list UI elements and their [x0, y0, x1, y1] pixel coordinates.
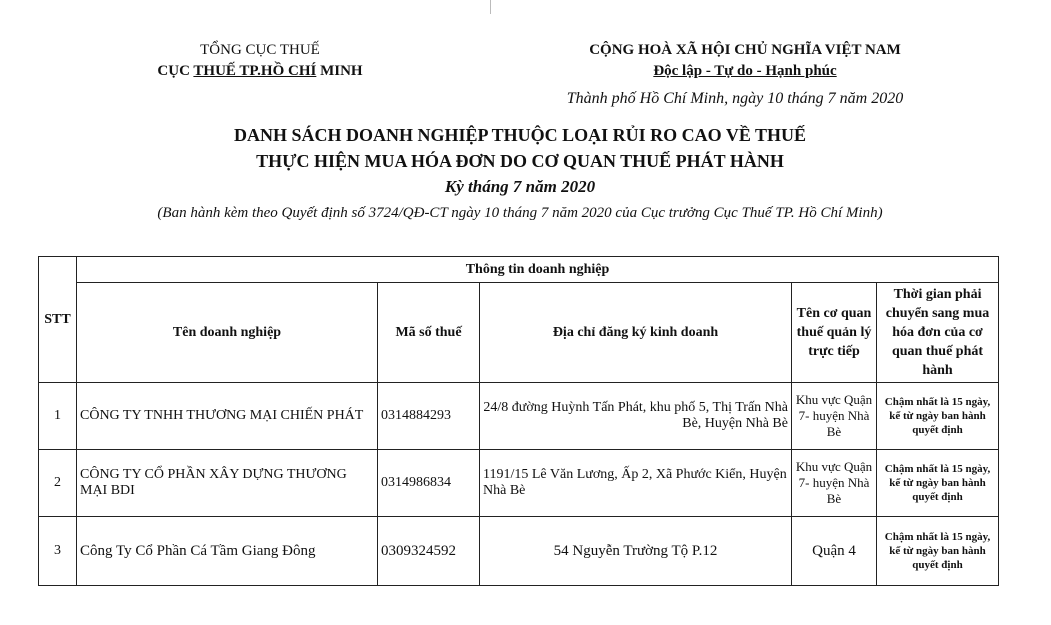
row-name: CÔNG TY TNHH THƯƠNG MẠI CHIẾN PHÁT: [77, 383, 378, 450]
tax-code-header: Mã số thuế: [378, 283, 480, 383]
row-stt: 3: [39, 517, 77, 586]
national-heading: [530, 40, 960, 82]
nation-name: CỘNG HOÀ XÃ HỘI CHỦ NGHĨA VIỆT NAM: [589, 42, 901, 58]
issued-note: (Ban hành kèm theo Quyết định số 3724/QĐ-CT ngày 10 tháng 7 năm 2020 của Cục trưởng Cục Thuế TP. Hồ Chí Minh): [157, 205, 883, 221]
row-deadline: Chậm nhất là 15 ngày, kể từ ngày ban hành quyết định: [877, 450, 999, 517]
deadline-header: Thời gian phải chuyển sang mua hóa đơn của cơ quan thuế phát hành: [877, 283, 999, 383]
national-motto: Độc lập - Tự do - Hạnh phúc: [653, 63, 837, 79]
row-stt: 1: [39, 383, 77, 450]
name-header: Tên doanh nghiệp: [77, 283, 378, 383]
row-address: 1191/15 Lê Văn Lương, Ấp 2, Xã Phước Kiển, Huyện Nhà Bè: [480, 450, 792, 517]
row-agency: Quận 4: [792, 517, 877, 586]
date-line: Thành phố Hồ Chí Minh, ngày 10 tháng 7 năm 2020: [566, 90, 904, 107]
agency-header: Tên cơ quan thuế quản lý trực tiếp: [792, 283, 877, 383]
row-deadline: Chậm nhất là 15 ngày, kể từ ngày ban hành quyết định: [877, 383, 999, 450]
page-fold-line: [490, 0, 491, 14]
agency-line-2: CỤC THUẾ TP.HỒ CHÍ MINH: [157, 63, 363, 79]
stt-header: STT: [39, 257, 77, 383]
row-address: 24/8 đường Huỳnh Tấn Phát, khu phố 5, Thị Trấn Nhà Bè, Huyện Nhà Bè: [480, 383, 792, 450]
table-row: [39, 517, 999, 586]
table-row: [39, 450, 999, 517]
agency-line-1: TỔNG CỤC THUẾ: [200, 42, 320, 58]
row-agency: Khu vực Quận 7- huyện Nhà Bè: [792, 383, 877, 450]
row-tax-code: 0314884293: [378, 383, 480, 450]
document-title-2: THỰC HIỆN MUA HÓA ĐƠN DO CƠ QUAN THUẾ PHÁT HÀNH: [256, 151, 784, 171]
enterprise-table: [38, 256, 999, 586]
address-header: Địa chỉ đăng ký kinh doanh: [480, 283, 792, 383]
row-stt: 2: [39, 450, 77, 517]
issuing-agency-block: [110, 40, 410, 82]
row-name: Công Ty Cổ Phần Cá Tầm Giang Đông: [77, 517, 378, 586]
row-agency: Khu vực Quận 7- huyện Nhà Bè: [792, 450, 877, 517]
row-deadline: Chậm nhất là 15 ngày, kể từ ngày ban hành quyết định: [877, 517, 999, 586]
document-period: Kỳ tháng 7 năm 2020: [444, 177, 596, 196]
table-row: [39, 383, 999, 450]
enterprise-info-header: Thông tin doanh nghiệp: [77, 257, 999, 283]
row-tax-code: 0314986834: [378, 450, 480, 517]
document-title-1: DANH SÁCH DOANH NGHIỆP THUỘC LOẠI RỦI RO CAO VỀ THUẾ: [233, 125, 807, 145]
row-address: 54 Nguyễn Trường Tộ P.12: [480, 517, 792, 586]
row-tax-code: 0309324592: [378, 517, 480, 586]
row-name: CÔNG TY CỔ PHẦN XÂY DỰNG THƯƠNG MẠI BDI: [77, 450, 378, 517]
